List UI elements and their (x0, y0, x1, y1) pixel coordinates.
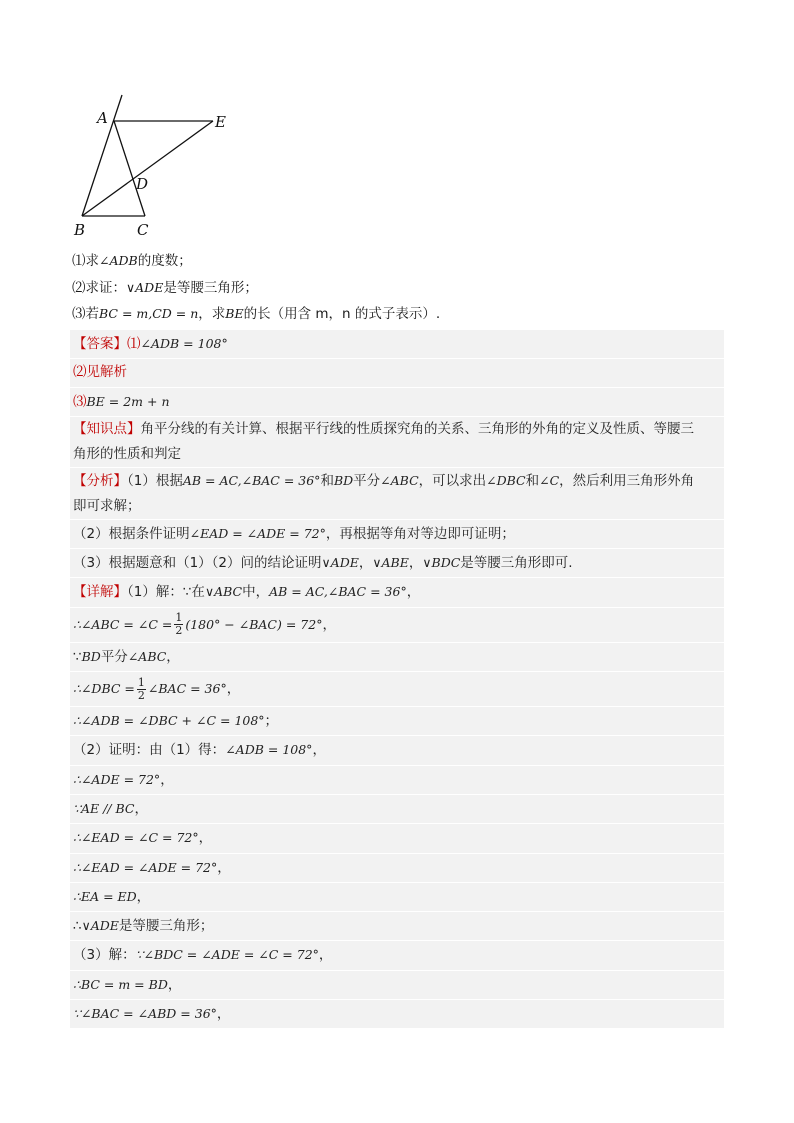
triangle-diagram (70, 92, 240, 242)
knowledge-point: 【知识点】角平分线的有关计算、根据平行线的性质探究角的关系、三角形的外角的定义及性质、等腰三 角形的性质和判定 (70, 417, 724, 468)
label-A: A (97, 109, 108, 127)
detail-line-5: ∴∠ADB = ∠DBC + ∠C = 108°； (70, 707, 724, 736)
detail-line-14: ∴BC = m = BD， (70, 971, 724, 1000)
geometry-figure (70, 92, 240, 242)
detail-line-8: ∵AE // BC， (70, 795, 724, 824)
fraction-half-2: $\frac{1}{2}$ (137, 675, 145, 702)
detail-line-11: ∴EA = ED， (70, 883, 724, 912)
detail-line-2: ∴∠ABC = ∠C = $\frac{1}{2}$ (180° − ∠BAC) = 72°， (70, 608, 724, 643)
detail-line-4: ∴∠DBC = $\frac{1}{2}$ ∠BAC = 36°， (70, 672, 724, 707)
detail-line-1: 【详解】（1）解：∵在∨ABC中，AB = AC,∠BAC = 36°， (70, 578, 724, 607)
label-B: B (74, 221, 86, 239)
detail-line-7: ∴∠ADE = 72°， (70, 766, 724, 795)
question-1: ⑴求∠ADB的度数； (72, 253, 192, 269)
detail-line-12: ∴∨ADE是等腰三角形； (70, 912, 724, 941)
label-C: C (137, 221, 149, 239)
question-list (72, 248, 732, 328)
fraction-half: $\frac{1}{2}$ (175, 611, 183, 638)
detail-line-10: ∴∠EAD = ∠ADE = 72°， (70, 854, 724, 883)
answer-line-1: 【答案】⑴∠ADB = 108° (70, 330, 724, 359)
label-D: D (136, 175, 149, 193)
answer-line-2: ⑵见解析 (70, 359, 724, 387)
line-AC (114, 121, 145, 216)
analysis-part-3: （3）根据题意和（1）（2）问的结论证明∨ADE，∨ABE，∨BDC是等腰三角形即可. (70, 549, 724, 578)
detail-line-9: ∴∠EAD = ∠C = 72°， (70, 824, 724, 853)
label-E: E (215, 113, 226, 131)
line-BE (82, 121, 213, 216)
analysis-part-1: 【分析】（1）根据AB = AC,∠BAC = 36°和BD平分∠ABC，可以求出∠DBC和∠C，然后利用三角形外角 即可求解； (70, 468, 724, 520)
detail-line-15: ∵∠BAC = ∠ABD = 36°， (70, 1000, 724, 1029)
question-3: ⑶若BC = m,CD = n，求BE的长（用含 m，n 的式子表示）. (72, 306, 441, 322)
question-2: ⑵求证：∨ADE是等腰三角形； (72, 279, 258, 296)
detail-line-3: ∵BD平分∠ABC， (70, 643, 724, 672)
solution-panel (70, 330, 724, 1029)
detail-line-13: （3）解：∵∠BDC = ∠ADE = ∠C = 72°， (70, 941, 724, 970)
answer-line-3: ⑶BE = 2m + n (70, 388, 724, 417)
detail-line-6: （2）证明：由（1）得：∠ADB = 108°， (70, 736, 724, 765)
analysis-part-2: （2）根据条件证明∠EAD = ∠ADE = 72°，再根据等角对等边即可证明； (70, 520, 724, 549)
